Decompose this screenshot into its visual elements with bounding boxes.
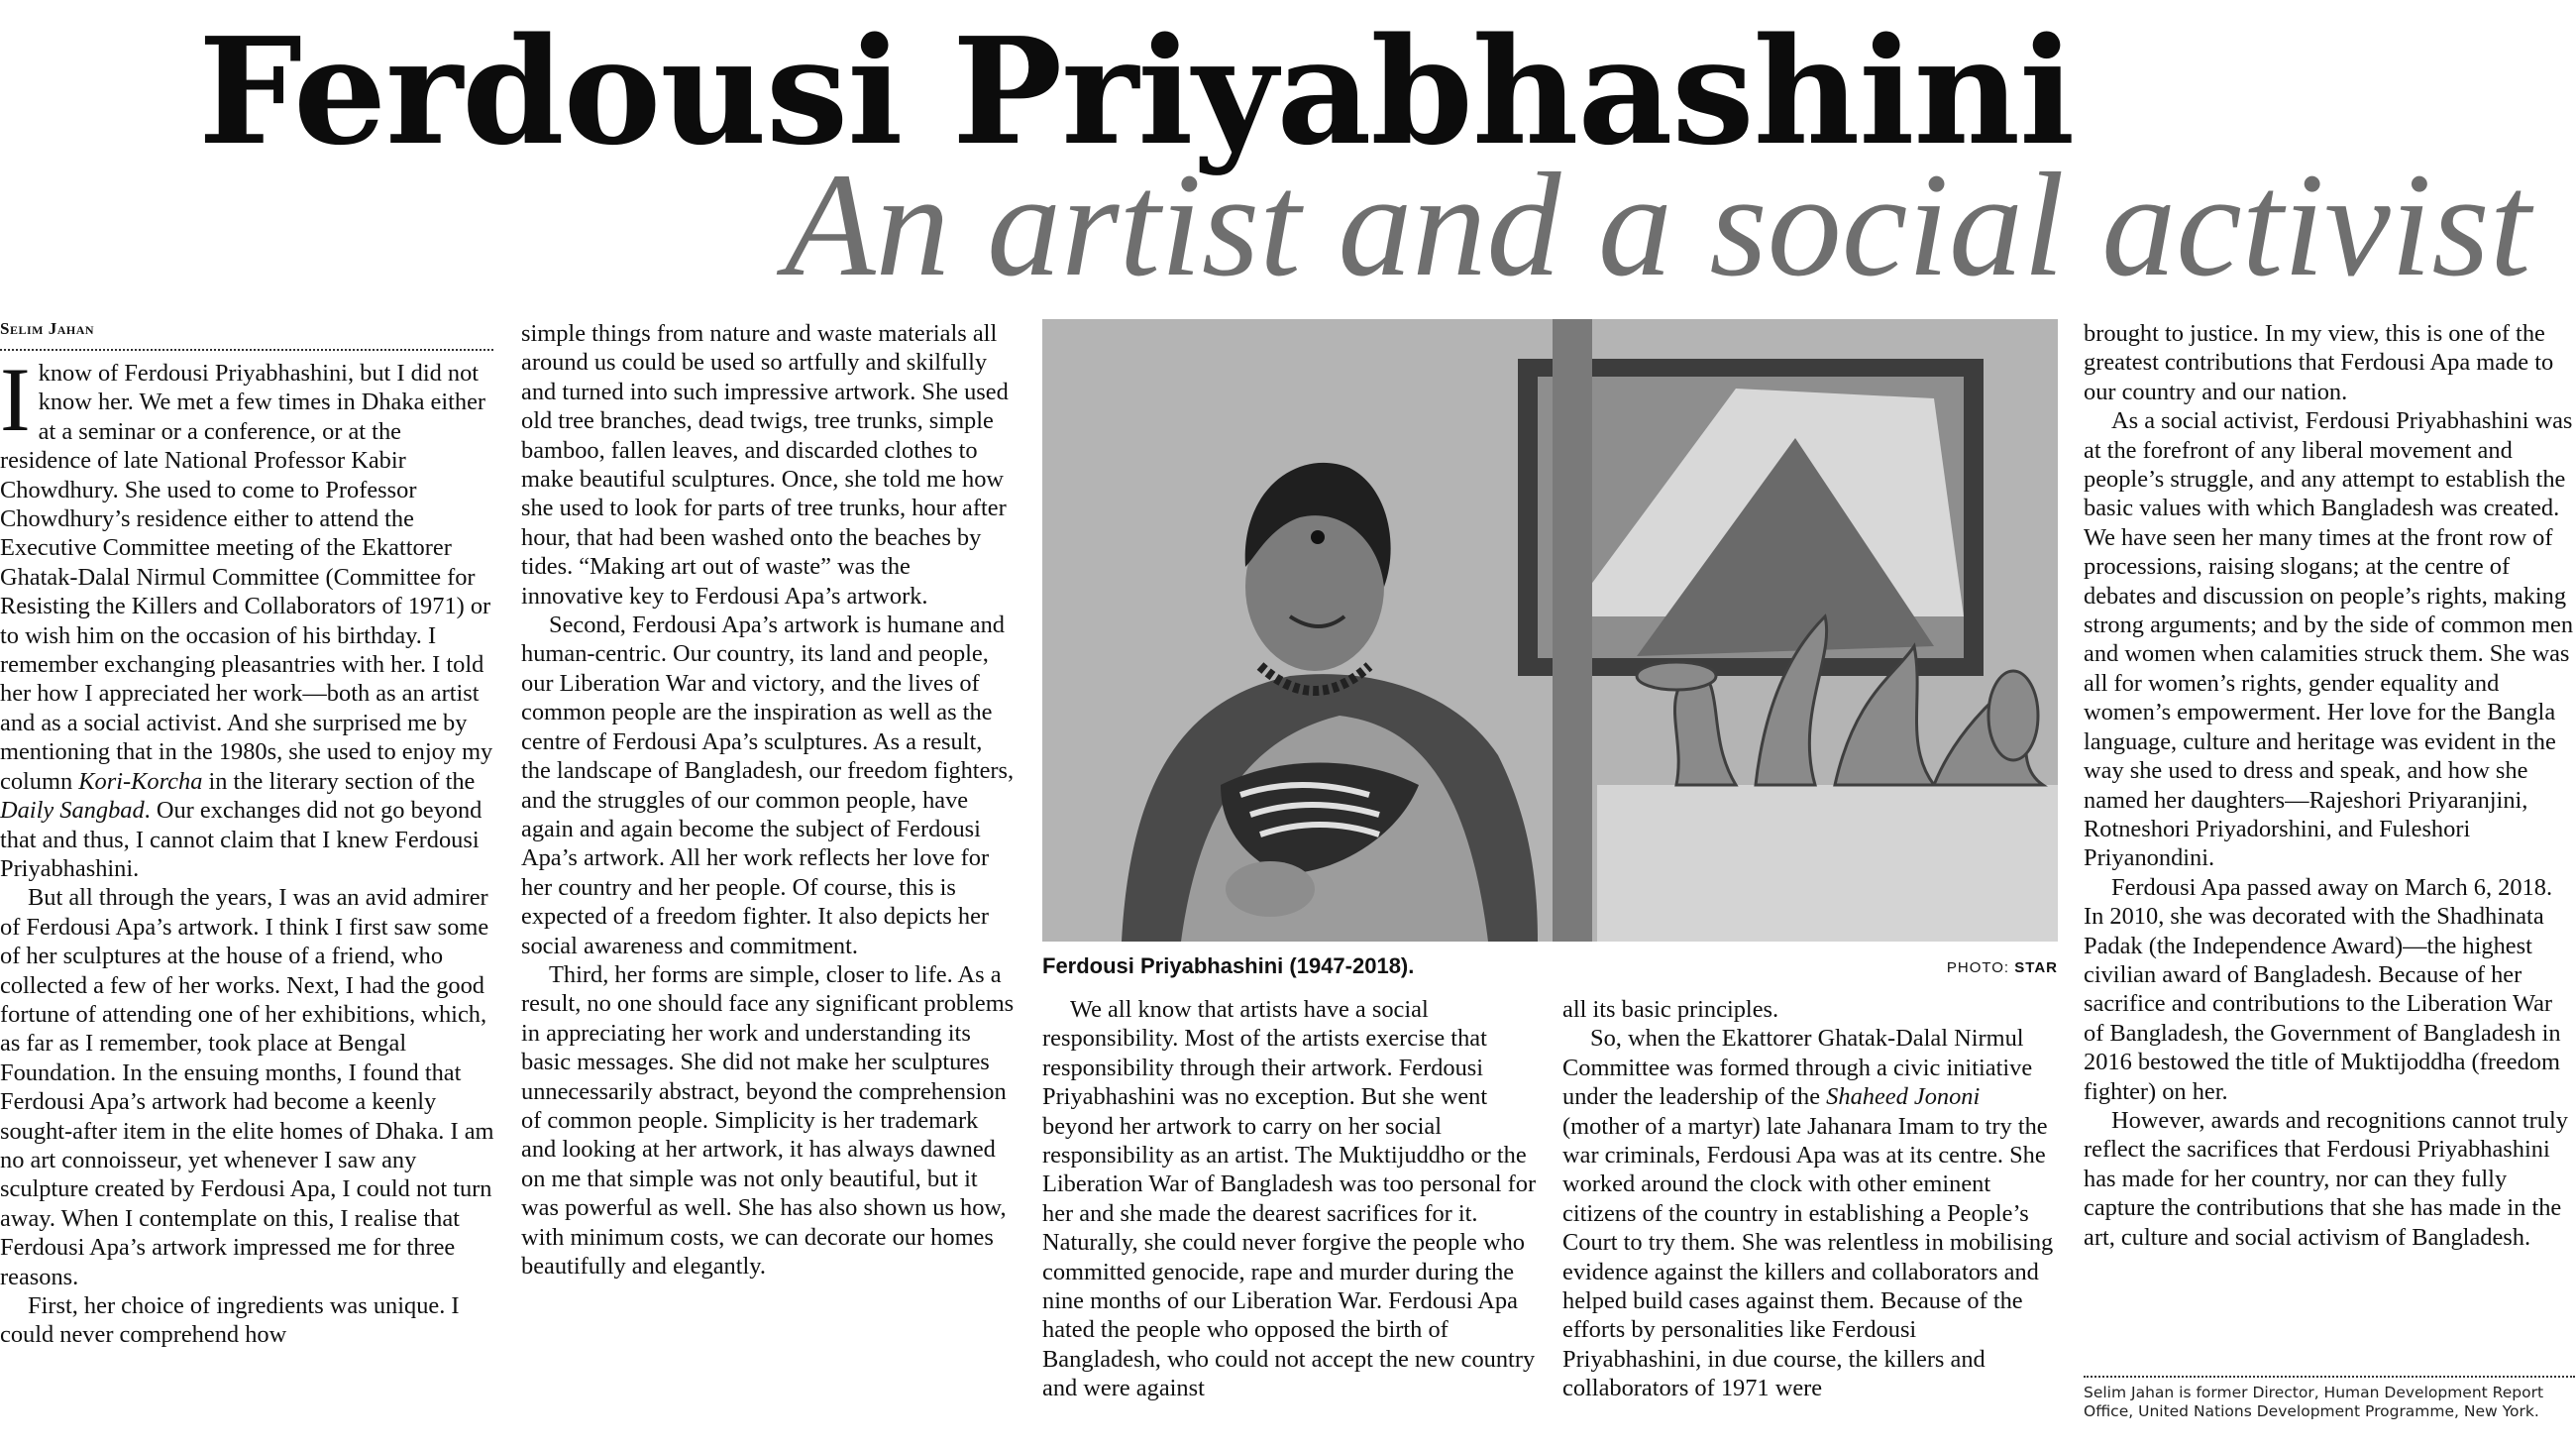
paragraph: brought to justice. In my view, this is one of the greatest contributions that Ferdousi Apa made to our country and our nation. bbox=[2084, 320, 2554, 405]
article-column-4 bbox=[1562, 995, 2058, 1449]
paragraph: We all know that artists have a social responsibility. Most of the artists exercise that responsibility through their artwork. Ferdousi Priyabhashini was no exception. But she went beyond her artwork to carry on her social responsibility as an artist. The Muktijuddho or the Liberation War of Bangladesh was too personal for her and she made the dearest sacrifices for it. Naturally, she could never forgive the people who committed genocide, rape and murder during the nine months of our Liberation War. Ferdousi Apa hated the people who opposed the birth of Bangladesh, who could not accept the new country and were against bbox=[1042, 996, 1537, 1402]
subheadline: An artist and a social activist bbox=[785, 143, 2531, 307]
paragraph-text: . Our exchanges did not go beyond that and thus, I cannot claim that I knew Ferdousi Priyabhashini. bbox=[0, 797, 483, 882]
byline: Selim Jahan bbox=[0, 319, 493, 351]
article-column-1 bbox=[0, 359, 495, 1449]
article-column-2 bbox=[521, 319, 1017, 1449]
article-column-5 bbox=[2084, 319, 2575, 1370]
caption-text: Ferdousi Priyabhashini (1947-2018). bbox=[1042, 953, 1415, 978]
paragraph: However, awards and recognitions cannot truly reflect the sacrifices that Ferdousi Priyabhashini has made for her country, nor can they fully capture the contributions that she has made in the art, culture and social activism of Bangladesh. bbox=[2084, 1106, 2568, 1251]
article-column-3 bbox=[1042, 995, 1543, 1449]
paragraph-text: So, when the Ekattorer Ghatak-Dalal Nirmul Committee was formed through a civic initiative under the leadership of the bbox=[1562, 1025, 2033, 1111]
display-table bbox=[1597, 785, 2058, 942]
paragraph: But all through the years, I was an avid admirer of Ferdousi Apa’s artwork. I think I first saw some of her sculptures at the house of a friend, who collected a few of her works. Next, I had the good fortune of attending one of her exhibitions, which, as far as I remember, took place at Bengal Foundation. In the ensuing months, I found that Ferdousi Apa’s artwork had become a keenly sought-after item in the elite homes of Dhaka. I am no art connoisseur, yet whenever I saw any sculpture created by Ferdousi Apa, I could not turn away. When I contemplate on this, I realise that Ferdousi Apa’s artwork impressed me for three reasons. bbox=[0, 884, 494, 1290]
drop-cap: I bbox=[0, 359, 31, 450]
headline: Ferdousi Priyabhashini bbox=[198, 5, 2075, 177]
photo-credit-label: PHOTO: bbox=[1946, 959, 2010, 976]
italic-shaheed-jononi: Shaheed Jononi bbox=[1826, 1083, 1981, 1111]
paragraph-text: know of Ferdousi Priyabhashini, but I did not know her. We met a few times in Dhaka either at a seminar or a conference, or at the residence of late National Professor Kabir Chowdhury. She used to come to Professor Chowdhury’s residence either to attend the Executive Committee meeting of the Ekattorer Ghatak-Dalal Nirmul Committee (Committee for Resisting the Killers and Collaborators of 1971) or to wish him on the occasion of his birthday. I remember exchanging pleasantries with her. I told her how I appreciated her work—both as an artist and as a social activist. And she surprised me by mentioning that in the 1980s, she used to enjoy my column bbox=[0, 360, 493, 795]
author-note: Selim Jahan is former Director, Human Development Report Office, United Nations Development Programme, New York. bbox=[2084, 1376, 2575, 1421]
paragraph-text: (mother of a martyr) late Jahanara Imam to try the war criminals, Ferdousi Apa was at its centre. She worked around the clock with other eminent citizens of the country in establishing a People’s Court to try them. She was relentless in mobilising evidence against the killers and collaborators and helped build cases against them. Because of the efforts by personalities like Ferdousi Priyabhashini, in due course, the killers and collaborators of 1971 were bbox=[1562, 1112, 2054, 1402]
paragraph-text: in the literary section of the bbox=[202, 767, 476, 795]
photo-caption bbox=[1042, 953, 2058, 983]
column-title-kori-korcha: Kori-Korcha bbox=[78, 767, 203, 795]
photo-illustration bbox=[1042, 319, 2058, 942]
paragraph: As a social activist, Ferdousi Priyabhashini was at the forefront of any liberal movement and people’s struggle, and any attempt to establish the basic values with which Bangladesh was created. We have seen her many times at the front row of processions, raising slogans; at the centre of debates and discussion on people’s rights, making strong arguments; and by the side of common men and women when calamities struck them. She was all for women’s rights, gender equality and women’s empowerment. Her love for the Bangla language, culture and heritage was evident in the way she used to dress and speak, and how she named her daughters—Rajeshori Priyaranjini, Rotneshori Priyadorshini, and Fuleshori Priyanondini. bbox=[2084, 407, 2574, 872]
paragraph: Ferdousi Apa passed away on March 6, 2018. In 2010, she was decorated with the Shadhinata Padak (the Independence Award)—the highest civilian award of Bangladesh. Because of her sacrifice and contributions to the Liberation War of Bangladesh, the Government of Bangladesh in 2016 bestowed the title of Muktijoddha (freedom fighter) on her. bbox=[2084, 873, 2561, 1105]
paragraph: simple things from nature and waste materials all around us could be used so artfully and skilfully and turned into such impressive artwork. She used old tree branches, dead twigs, tree trunks, simple bamboo, fallen leaves, and discarded clothes to make beautiful sculptures. Once, she told me how she used to look for parts of tree trunks, hour after hour, that had been washed onto the beaches by tides. “Making art out of waste” was the innovative key to Ferdousi Apa’s artwork. bbox=[521, 320, 1009, 610]
photo-credit bbox=[1947, 959, 2058, 976]
paragraph: all its basic principles. bbox=[1562, 996, 1779, 1023]
paragraph: First, her choice of ingredients was unique. I could never comprehend how bbox=[0, 1292, 460, 1349]
paragraph bbox=[1562, 1024, 2058, 1402]
photo-credit-source: STAR bbox=[2014, 959, 2058, 976]
paragraph: Second, Ferdousi Apa’s artwork is humane and human-centric. Our country, its land and people, our Liberation War and victory, and the lives of common people are the inspiration as well as the centre of Ferdousi Apa’s sculptures. As a result, the landscape of Bangladesh, our freedom fighters, and the struggles of our common people, have again and again become the subject of Ferdousi Apa’s artwork. All her work reflects her love for her country and her people. Of course, this is expected of a freedom fighter. It also depicts her social awareness and commitment. bbox=[521, 612, 1015, 959]
paragraph: Third, her forms are simple, closer to life. As a result, no one should face any significant problems in appreciating her work and understanding its basic messages. She did not make her sculptures unnecessarily abstract, beyond the comprehension of common people. Simplicity is her trademark and looking at her artwork, it has always dawned on me that simple was not only beautiful, but it was powerful as well. She has also shown us how, with minimum costs, we can decorate our homes beautifully and elegantly. bbox=[521, 960, 1015, 1280]
paragraph bbox=[0, 359, 495, 883]
newspaper-title-daily-sangbad: Daily Sangbad bbox=[0, 797, 145, 825]
portrait-photo bbox=[1042, 319, 2058, 942]
